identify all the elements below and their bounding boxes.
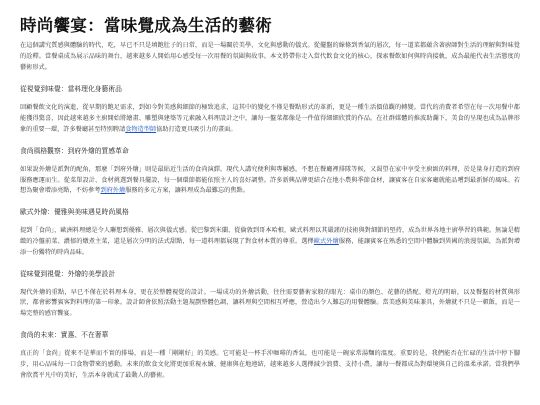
paragraph-text: 現代外燴的重點，早已不僅在於料理本身，更在於整體視覺的設計。一場成功的外燴活動，往往需要藝術家般的眼光：桌巾的顏色、花藝的搭配、燈光的明暗，以及餐盤的材質與形狀，都會影響賓客對料理的第一印象。設計師會依照活動主題規劃整體色調，讓料理與空間相互呼應，營造出令人難忘的用餐體驗。當美感與美味兼具，外燴就不只是一頓飯，而是一場完整的感官饗宴。 xyxy=(20,288,520,318)
section-heading: 從味覺到視覺：外燴的美學設計 xyxy=(20,269,116,278)
inline-link[interactable]: 歐式外燴 xyxy=(313,237,339,245)
section-paragraph xyxy=(20,288,520,320)
section-paragraph xyxy=(20,165,520,197)
paragraph-text: 協助打造更具吸引力的畫面。 xyxy=(156,125,237,133)
inline-link[interactable]: 到府外燴 xyxy=(100,187,126,195)
intro-paragraph: 在這個講究質感與體驗的時代，吃，早已不只是填飽肚子的日常，而是一場關於美學、文化與感動的儀式。從擺盤的線條到香氣的層次，每一道菜都蘊含著廚師對生活的理解與對味覺的詮釋。當餐桌成為展示品味的舞台，越來越多人開始用心感受每一次用餐的氛圍與故事。本文將帶你走入當代飲食文化的核心，探索餐飲如何與時尚接軌，成為最能代表生活態度的藝術形式。 xyxy=(20,42,520,71)
section-heading: 食尚風格觀察：到府外燴的質感革命 xyxy=(20,146,129,155)
page-title: 時尚饗宴：當味覺成為生活的藝術 xyxy=(20,16,272,35)
paragraph-text: 真正的「食尚」從來不是華而不實的排場，而是一種「剛剛好」的美感。它可能是一杯手沖咖啡的香氣，也可能是一碗家常湯麵的溫度。重要的是，我們能否在忙碌的生活中停下腳步，用心品味每一口食物帶來的感動。未來的飲食文化將更加重視永續、健康與在地連結，越來越多人選擇減少浪費、支持小農，讓每一餐都成為對環境與自己的溫柔承諾。當我們學會欣賞平凡中的美好，生活本身就成了最動人的藝術。 xyxy=(20,349,520,379)
section-paragraph xyxy=(20,103,520,135)
section-heading: 食尚的未來：實惠、不在奢華 xyxy=(20,330,109,339)
paragraph-text: 如果說外燴是派對的配角，那麼「到府外燴」則是最貼近生活的食尚演繹。現代人講究便利與專屬感，不想在餐廳裡排隊等候，又渴望在家中享受主廚級的料理，於是量身打造的到府服務應運而生。從菜單設計、食材挑選到餐具擺設，每一個環節都能依照主人的喜好調整。許多新興品牌更結合在地小農與季節食材，讓賓客在自家客廳就能品嚐到最新鮮的風味。若想為聚會增添亮點，不妨參考 xyxy=(20,165,520,195)
paragraph-text: 提到「食尚」，歐洲料理總是令人聯想到優雅、層次與儀式感。從巴黎到米蘭，從倫敦到哥本哈根，歐式料理以其嚴謹的技術與對細節的堅持，成為世界各地主廚學習的典範。無論是精緻的冷盤前菜、濃郁的燉煮主菜，還是層次分明的法式甜點，每一道料理都展現了對食材本質的尊重。選擇 xyxy=(20,227,520,245)
section-heading: 歐式外燴：優雅與美味遇見時尚風格 xyxy=(20,208,129,217)
section-paragraph xyxy=(20,226,520,258)
inline-link[interactable]: 食物造型師 xyxy=(125,125,157,133)
section-paragraph xyxy=(20,349,520,381)
paragraph-text: 回顧餐飲文化的演進，從早期的飽足需求，到如今對美感與細節的極致追求，這其中的變化不僅是餐點形式的革新，更是一種生活價值觀的轉變。當代的消費者希望在每一次用餐中都能獲得驚喜，因此越來越多主廚開始將繪畫、雕塑與建築等元素融入料理設計之中，讓每一盤菜都像是一件值得細細欣賞的作品。在社群媒體的推波助瀾下，美食的呈現也成為品牌形象的重要一環，許多餐廳甚至特別聘請 xyxy=(20,104,520,133)
paragraph-text: 服務的多元方案，讓料理成為最難忘的焦點。 xyxy=(125,187,249,195)
section-heading: 從視覺到味覺：當料理化身藝術品 xyxy=(20,85,122,94)
paragraph-text: 服務，能讓賓客在熟悉的空間中體驗到異國的浪漫氛圍，為派對增添一份獨特的時尚品味。 xyxy=(20,237,521,256)
